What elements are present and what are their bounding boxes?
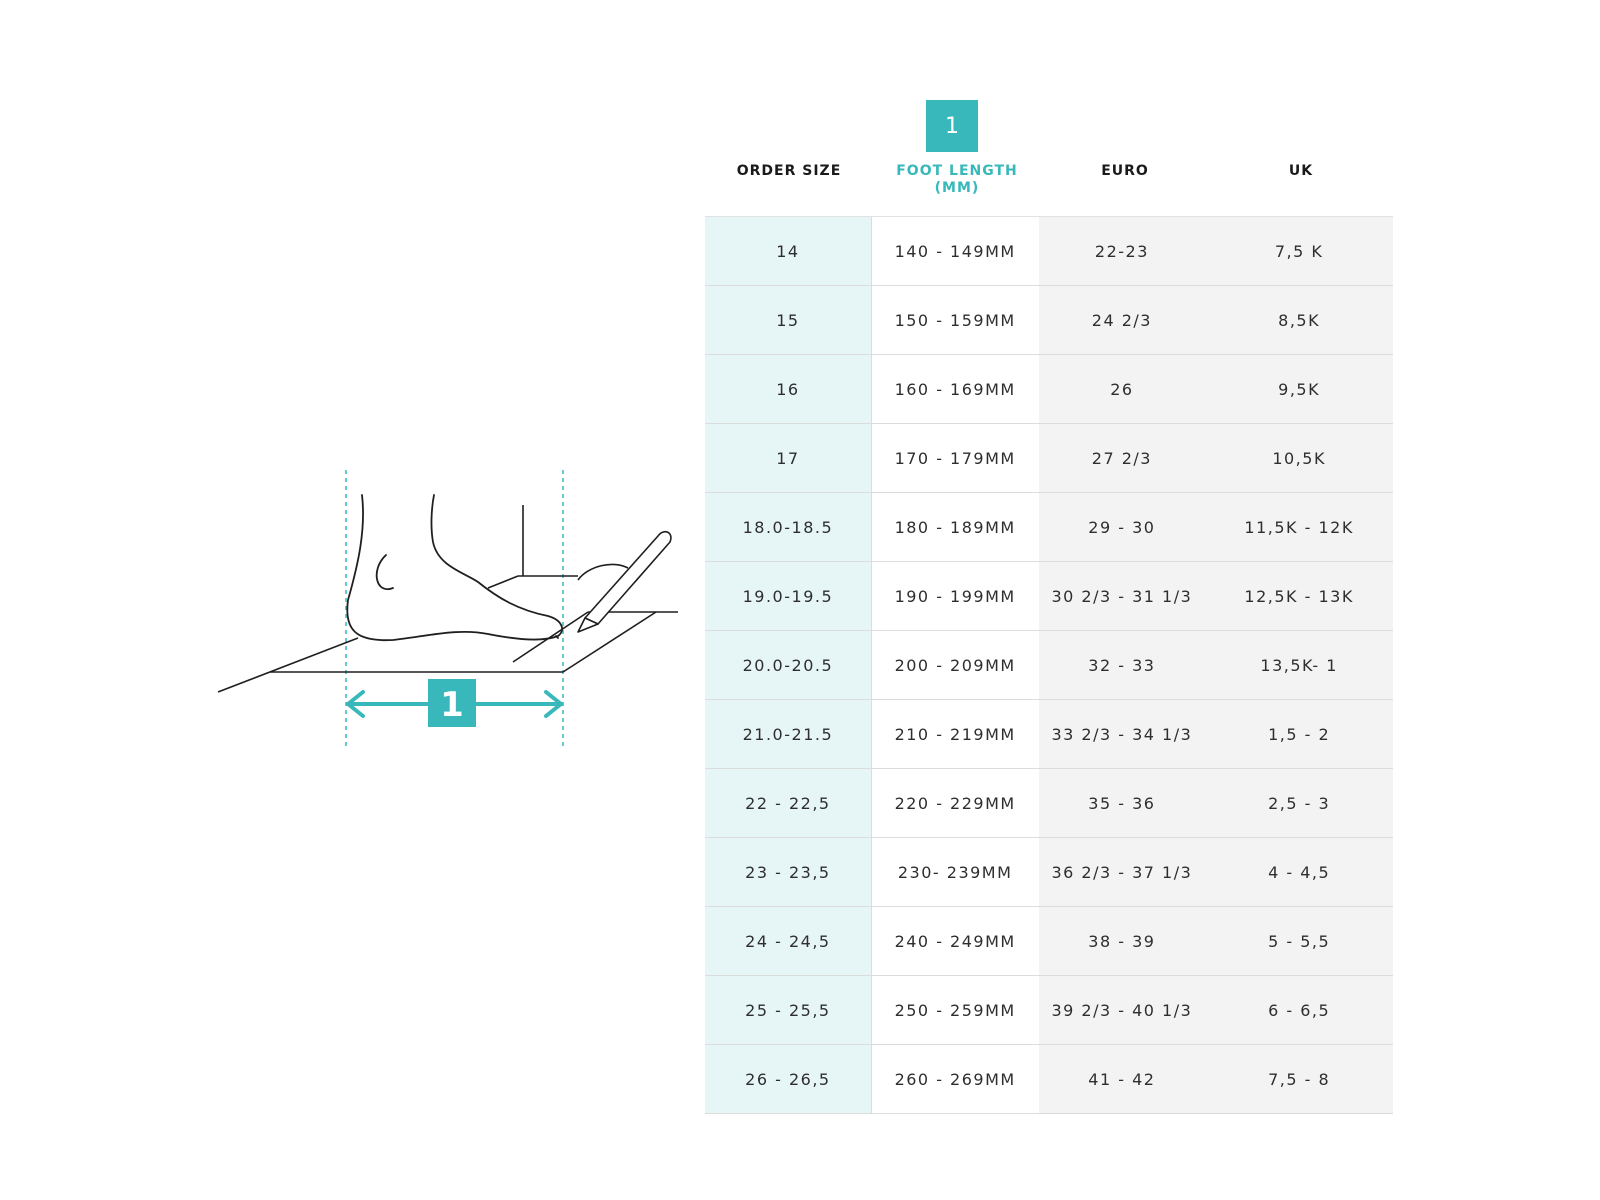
cell-foot-length: 230- 239MM (872, 838, 1039, 906)
cell-foot-length: 150 - 159MM (872, 286, 1039, 354)
cell-foot-length: 190 - 199MM (872, 562, 1039, 630)
measure-badge-label: 1 (440, 685, 464, 725)
pen-icon (578, 532, 671, 632)
table-row (705, 700, 1393, 769)
table-row (705, 1045, 1393, 1114)
cell-uk: 5 - 5,5 (1205, 907, 1393, 975)
cell-uk: 11,5K - 12K (1205, 493, 1393, 561)
cell-euro: 27 2/3 (1039, 424, 1206, 492)
cell-uk: 1,5 - 2 (1205, 700, 1393, 768)
cell-euro: 32 - 33 (1039, 631, 1206, 699)
cell-uk: 12,5K - 13K (1205, 562, 1393, 630)
cell-euro: 22-23 (1039, 217, 1206, 285)
table-row (705, 562, 1393, 631)
table-row (705, 907, 1393, 976)
cell-uk: 13,5K- 1 (1205, 631, 1393, 699)
cell-order-size: 25 - 25,5 (705, 976, 872, 1044)
table-row (705, 769, 1393, 838)
cell-order-size: 14 (705, 217, 872, 285)
cell-order-size: 24 - 24,5 (705, 907, 872, 975)
cell-euro: 33 2/3 - 34 1/3 (1039, 700, 1206, 768)
header-uk: UK (1288, 163, 1314, 179)
table-row (705, 217, 1393, 286)
cell-order-size: 21.0-21.5 (705, 700, 872, 768)
cell-order-size: 15 (705, 286, 872, 354)
cell-foot-length: 210 - 219MM (872, 700, 1039, 768)
table-row (705, 355, 1393, 424)
cell-uk: 9,5K (1205, 355, 1393, 423)
cell-euro: 36 2/3 - 37 1/3 (1039, 838, 1206, 906)
table-row (705, 493, 1393, 562)
cell-foot-length: 170 - 179MM (872, 424, 1039, 492)
foot-length-badge: 1 (926, 100, 978, 152)
cell-foot-length: 160 - 169MM (872, 355, 1039, 423)
table-row (705, 976, 1393, 1045)
cell-foot-length: 180 - 189MM (872, 493, 1039, 561)
table-header-row (705, 163, 1393, 203)
cell-foot-length: 250 - 259MM (872, 976, 1039, 1044)
cell-uk: 10,5K (1205, 424, 1393, 492)
cell-uk: 6 - 6,5 (1205, 976, 1393, 1044)
table-row (705, 631, 1393, 700)
cell-order-size: 18.0-18.5 (705, 493, 872, 561)
cell-foot-length: 240 - 249MM (872, 907, 1039, 975)
cell-foot-length: 220 - 229MM (872, 769, 1039, 837)
foot-measure-illustration (218, 470, 698, 770)
cell-uk: 8,5K (1205, 286, 1393, 354)
cell-order-size: 23 - 23,5 (705, 838, 872, 906)
cell-euro: 24 2/3 (1039, 286, 1206, 354)
cell-foot-length: 140 - 149MM (872, 217, 1039, 285)
cell-foot-length: 260 - 269MM (872, 1045, 1039, 1113)
table-row (705, 424, 1393, 493)
cell-euro: 35 - 36 (1039, 769, 1206, 837)
cell-order-size: 19.0-19.5 (705, 562, 872, 630)
header-euro: EURO (1101, 163, 1149, 179)
cell-foot-length: 200 - 209MM (872, 631, 1039, 699)
cell-uk: 4 - 4,5 (1205, 838, 1393, 906)
cell-order-size: 17 (705, 424, 872, 492)
table-body (705, 216, 1393, 1114)
cell-uk: 7,5 - 8 (1205, 1045, 1393, 1113)
cell-uk: 7,5 K (1205, 217, 1393, 285)
cell-euro: 38 - 39 (1039, 907, 1206, 975)
foot-icon (347, 495, 562, 640)
cell-euro: 30 2/3 - 31 1/3 (1039, 562, 1206, 630)
header-order-size: ORDER SIZE (736, 163, 842, 179)
cell-euro: 39 2/3 - 40 1/3 (1039, 976, 1206, 1044)
cell-order-size: 26 - 26,5 (705, 1045, 872, 1113)
table-row (705, 286, 1393, 355)
cell-euro: 29 - 30 (1039, 493, 1206, 561)
cell-order-size: 16 (705, 355, 872, 423)
cell-order-size: 20.0-20.5 (705, 631, 872, 699)
cell-uk: 2,5 - 3 (1205, 769, 1393, 837)
cell-order-size: 22 - 22,5 (705, 769, 872, 837)
cell-euro: 26 (1039, 355, 1206, 423)
cell-euro: 41 - 42 (1039, 1045, 1206, 1113)
header-foot-length: FOOT LENGTH (MM) (896, 163, 1018, 196)
table-row (705, 838, 1393, 907)
